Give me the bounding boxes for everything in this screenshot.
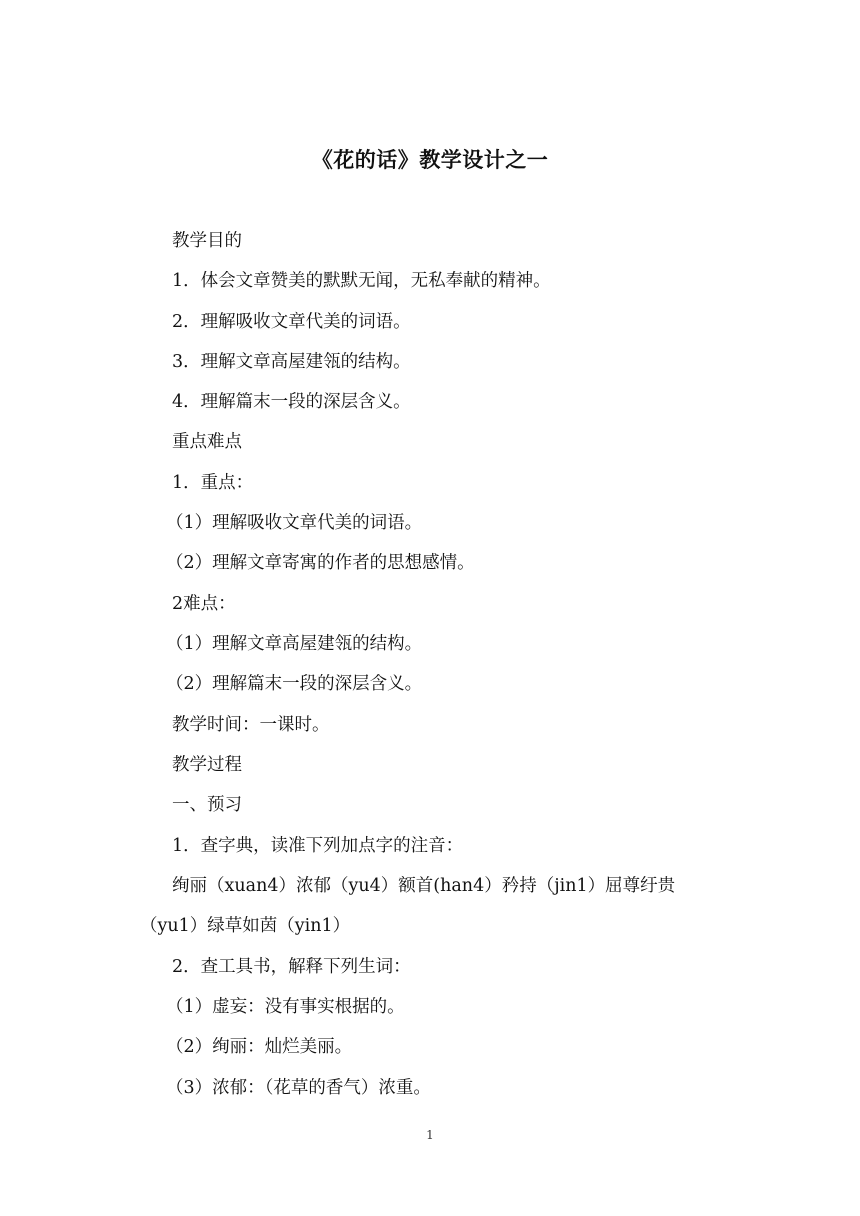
paragraph-line: （2）理解篇末一段的深层含义。 [166, 674, 423, 694]
paragraph-line: （yu1）绿草如茵（yin1） [140, 916, 351, 936]
section-heading-key-points: 重点难点 [172, 432, 242, 452]
page-number: 1 [426, 1128, 434, 1142]
paragraph-line: （2）理解文章寄寓的作者的思想感情。 [166, 553, 475, 573]
paragraph-line: （3）浓郁：（花草的香气）浓重。 [166, 1078, 431, 1098]
document-title: 《花的话》教学设计之一 [311, 147, 549, 172]
paragraph-line: 绚丽（xuan4）浓郁（yu4）额首(han4）矜持（jin1）屈尊纡贵 [172, 876, 676, 896]
paragraph-line: 2．查工具书，解释下列生词： [172, 957, 411, 977]
paragraph-line: （1）理解吸收文章代美的词语。 [166, 513, 423, 533]
paragraph-line: （1）虚妄：没有事实根据的。 [166, 997, 405, 1017]
paragraph-line: 1．重点： [172, 473, 254, 493]
section-heading-objectives: 教学目的 [172, 231, 242, 251]
paragraph-line: （2）绚丽：灿烂美丽。 [166, 1037, 353, 1057]
paragraph-line: 3．理解文章高屋建瓴的结构。 [172, 352, 411, 372]
paragraph-line: 教学时间：一课时。 [172, 715, 330, 735]
section-heading-preview: 一、预习 [172, 795, 242, 815]
paragraph-line: 2难点： [172, 594, 236, 614]
paragraph-line: 1．体会文章赞美的默默无闻，无私奉献的精神。 [172, 271, 551, 291]
paragraph-line: （1）理解文章高屋建瓴的结构。 [166, 634, 423, 654]
section-heading-process: 教学过程 [172, 755, 242, 775]
paragraph-line: 4．理解篇末一段的深层含义。 [172, 392, 411, 412]
paragraph-line: 1．查字典，读准下列加点字的注音： [172, 836, 464, 856]
paragraph-line: 2．理解吸收文章代美的词语。 [172, 312, 411, 332]
